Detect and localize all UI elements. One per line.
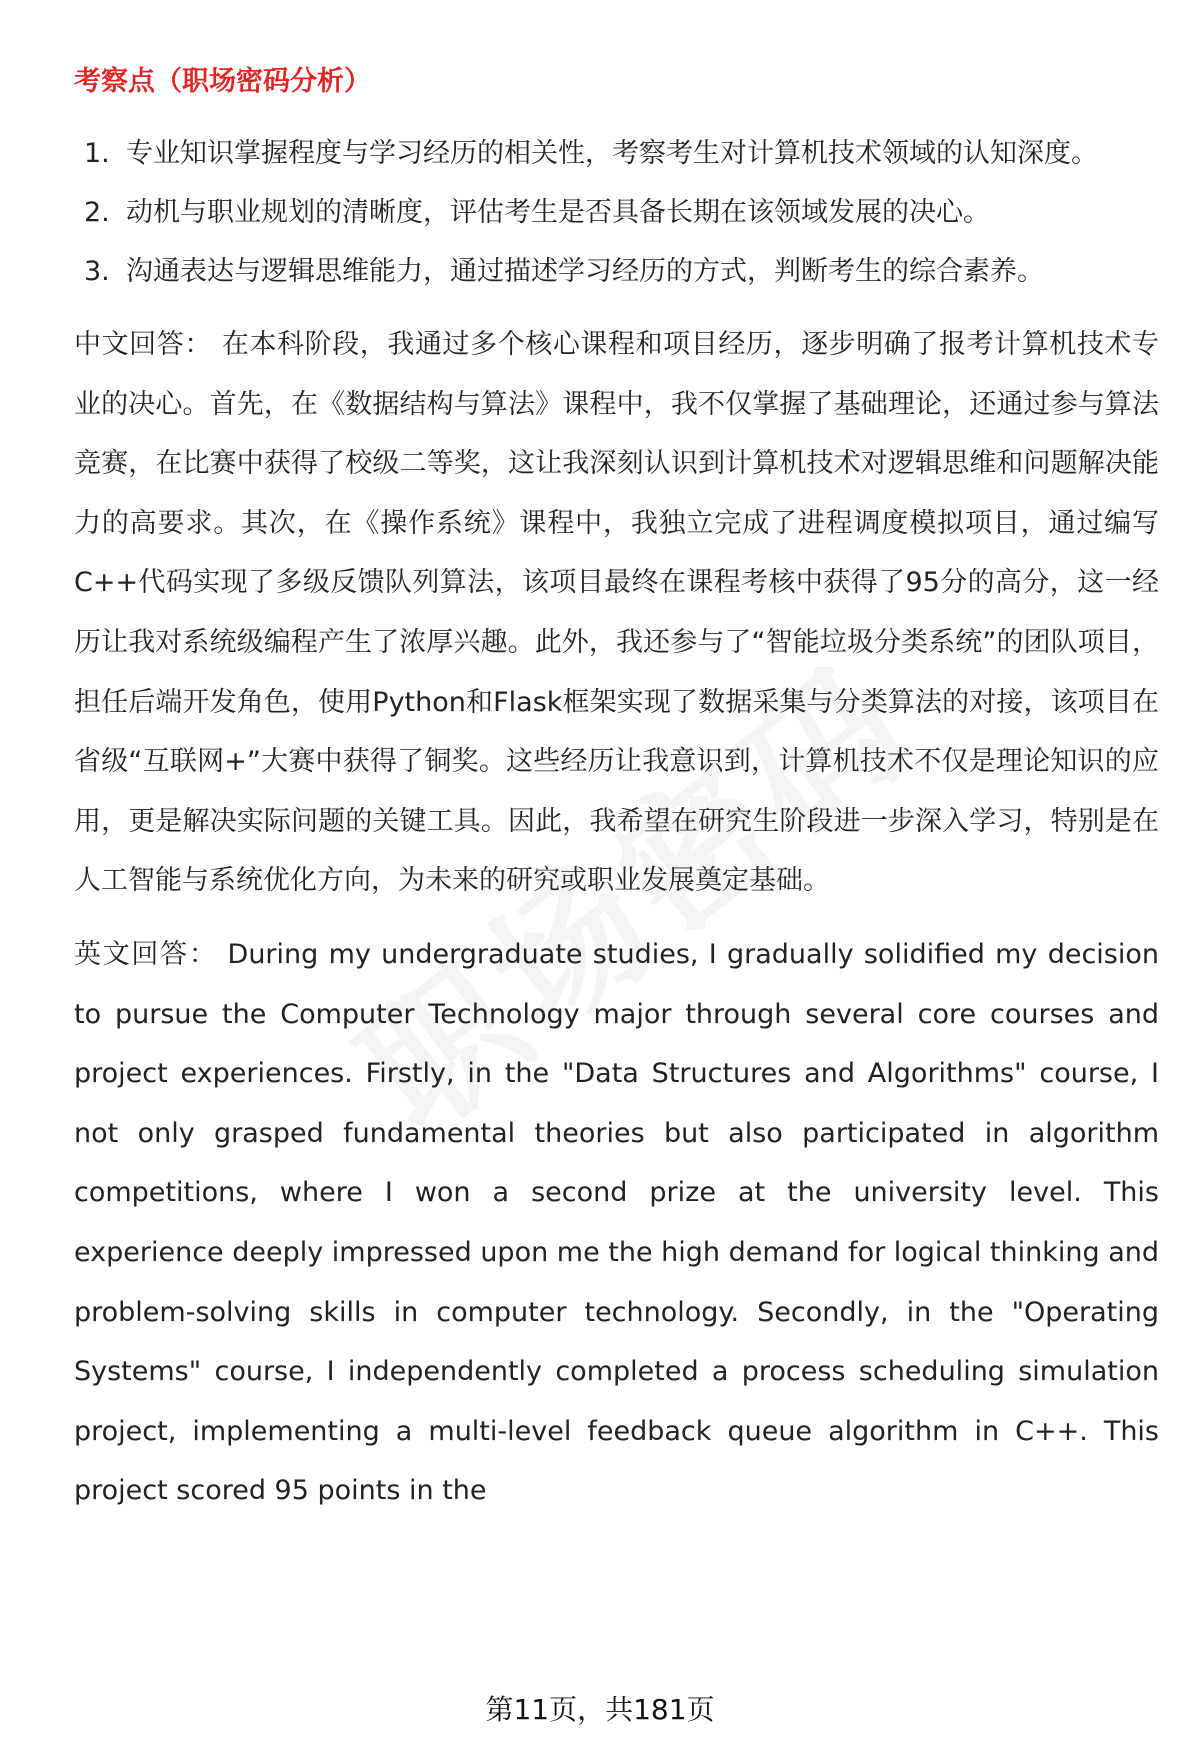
list-item-text: 专业知识掌握程度与学习经历的相关性，考察考生对计算机技术领域的认知深度。	[126, 138, 1098, 169]
section-title: 考察点（职场密码分析）	[74, 66, 371, 97]
english-answer-text: During my undergraduate studies, I gradually solidified my decision to pursue the Computer Technology major through several core courses and project experiences. Firstly, in the "Data Structures and Algorithms" course, I not only grasped fundamental theories but also participated in algorithm competitions, where I won a second prize at the university level. This experience deeply impressed upon me the high demand for logical thinking and problem-solving skills in computer technology. Secondly, in the "Operating Systems" course, I independently completed a process scheduling simulation project, implementing a multi-level feedback queue algorithm in C++. This project scored 95 points in the	[74, 938, 1159, 1507]
english-answer-paragraph	[74, 925, 1159, 1521]
assessment-points-list	[74, 124, 1159, 301]
list-item-number: 2.	[84, 197, 110, 228]
list-item	[74, 124, 1159, 183]
chinese-answer-label: 中文回答：	[74, 329, 212, 360]
page-content	[74, 60, 1159, 1521]
english-answer-label: 英文回答：	[74, 938, 218, 970]
page-number-footer: 第11页，共181页	[485, 1693, 715, 1726]
list-item	[74, 242, 1159, 301]
list-item	[74, 183, 1159, 242]
list-item-text: 沟通表达与逻辑思维能力，通过描述学习经历的方式，判断考生的综合素养。	[126, 256, 1044, 287]
chinese-answer-text: 在本科阶段，我通过多个核心课程和项目经历，逐步明确了报考计算机技术专业的决心。首先，在《数据结构与算法》课程中，我不仅掌握了基础理论，还通过参与算法竞赛，在比赛中获得了校级二等奖，这让我深刻认识到计算机技术对逻辑思维和问题解决能力的高要求。其次，在《操作系统》课程中，我独立完成了进程调度模拟项目，通过编写C++代码实现了多级反馈队列算法，该项目最终在课程考核中获得了95分的高分，这一经历让我对系统级编程产生了浓厚兴趣。此外，我还参与了“智能垃圾分类系统”的团队项目，担任后端开发角色，使用Python和Flask框架实现了数据采集与分类算法的对接，该项目在省级“互联网+”大赛中获得了铜奖。这些经历让我意识到，计算机技术不仅是理论知识的应用，更是解决实际问题的关键工具。因此，我希望在研究生阶段进一步深入学习，特别是在人工智能与系统优化方向，为未来的研究或职业发展奠定基础。	[74, 329, 1160, 897]
chinese-answer-paragraph	[74, 315, 1159, 911]
list-item-number: 3.	[84, 256, 110, 287]
list-item-number: 1.	[84, 138, 110, 169]
list-item-text: 动机与职业规划的清晰度，评估考生是否具备长期在该领域发展的决心。	[126, 197, 990, 228]
